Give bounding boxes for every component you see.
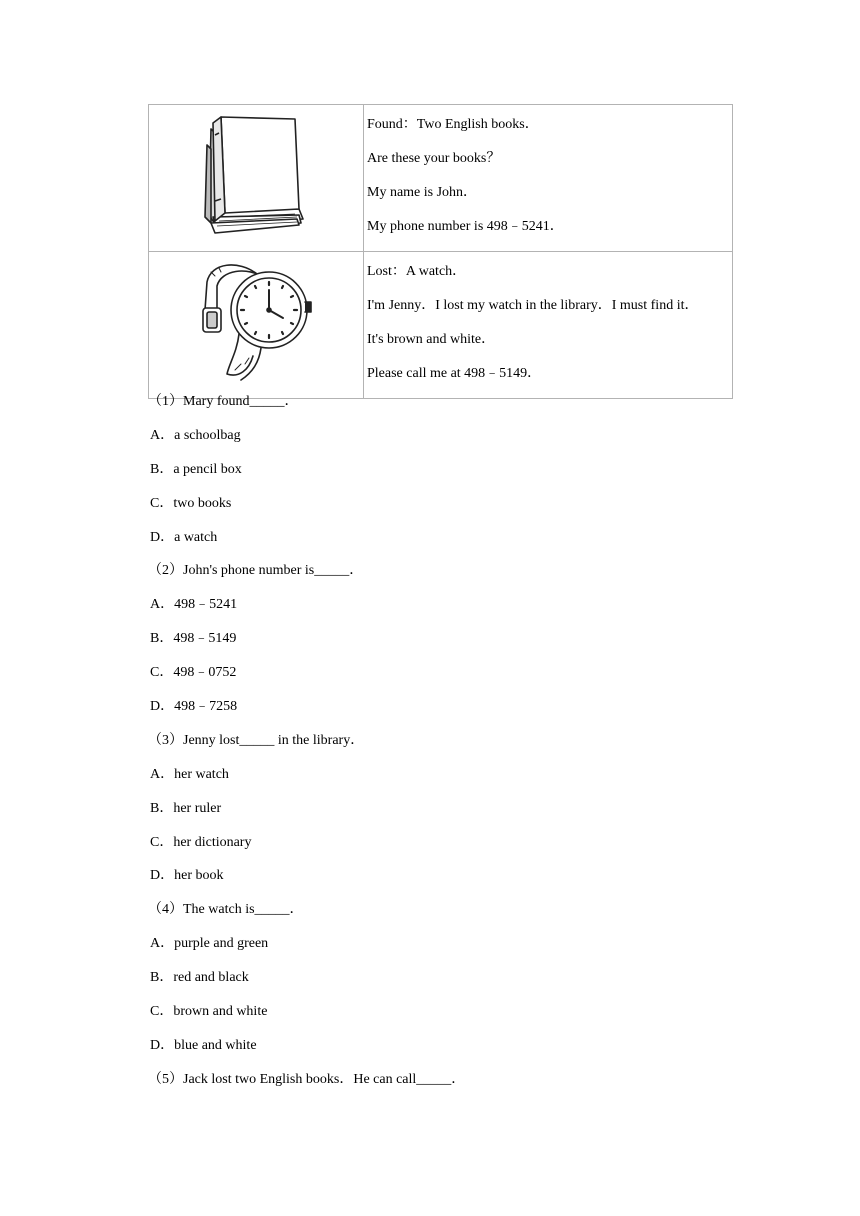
question-4-option-b[interactable]: B．red and black [150, 970, 249, 986]
lost-line-3: It's brown and white． [367, 332, 496, 347]
question-3-stem: （3）Jenny lost_____ in the library． [148, 732, 365, 748]
lost-and-found-table [148, 104, 733, 399]
question-1-option-c[interactable]: C．two books [150, 495, 232, 511]
question-1-stem: （1）Mary found_____． [148, 394, 299, 409]
question-2-option-a[interactable]: A．498﹣5241 [150, 597, 238, 613]
lost-notice [364, 252, 733, 399]
question-4-stem: （4）The watch is_____． [148, 902, 304, 918]
question-3-option-c[interactable]: C．her dictionary [150, 834, 252, 850]
found-line-1: Found：Two English books． [367, 117, 539, 132]
found-line-4: My phone number is 498﹣5241． [367, 219, 564, 234]
question-2-stem: （2）John's phone number is_____． [148, 563, 364, 579]
question-4-option-d[interactable]: D．blue and white [150, 1037, 257, 1053]
lost-line-1: Lost：A watch． [367, 264, 467, 279]
notice-row-lost [149, 252, 733, 399]
found-line-2: Are these your books？ [367, 151, 501, 166]
found-line-3: My name is John． [367, 185, 478, 200]
lost-line-4: Please call me at 498﹣5149． [367, 366, 542, 381]
books-image-cell [149, 105, 364, 252]
found-notice [364, 105, 733, 252]
question-3-option-a[interactable]: A．her watch [150, 766, 229, 782]
question-list [148, 392, 748, 1104]
question-4-option-c[interactable]: C．brown and white [150, 1004, 268, 1020]
question-3-option-b[interactable]: B．her ruler [150, 800, 222, 816]
question-1-option-d[interactable]: D．a watch [150, 529, 218, 545]
question-2-option-d[interactable]: D．498﹣7258 [150, 699, 238, 715]
question-2-option-c[interactable]: C．498﹣0752 [150, 665, 237, 681]
lost-line-2: I'm Jenny．I lost my watch in the library．I must find it． [367, 298, 699, 313]
question-2-option-b[interactable]: B．498﹣5149 [150, 631, 237, 647]
books-icon [149, 105, 363, 243]
question-4-option-a[interactable]: A．purple and green [150, 936, 269, 952]
question-3-option-d[interactable]: D．her book [150, 868, 224, 884]
question-5-stem: （5）Jack lost two English books．He can call_____． [148, 1071, 466, 1087]
watch-image-cell [149, 252, 364, 399]
notice-row-found [149, 105, 733, 252]
question-1-option-b[interactable]: B．a pencil box [150, 461, 242, 477]
watch-icon [149, 252, 363, 390]
question-1-option-a[interactable]: A．a schoolbag [150, 427, 241, 443]
